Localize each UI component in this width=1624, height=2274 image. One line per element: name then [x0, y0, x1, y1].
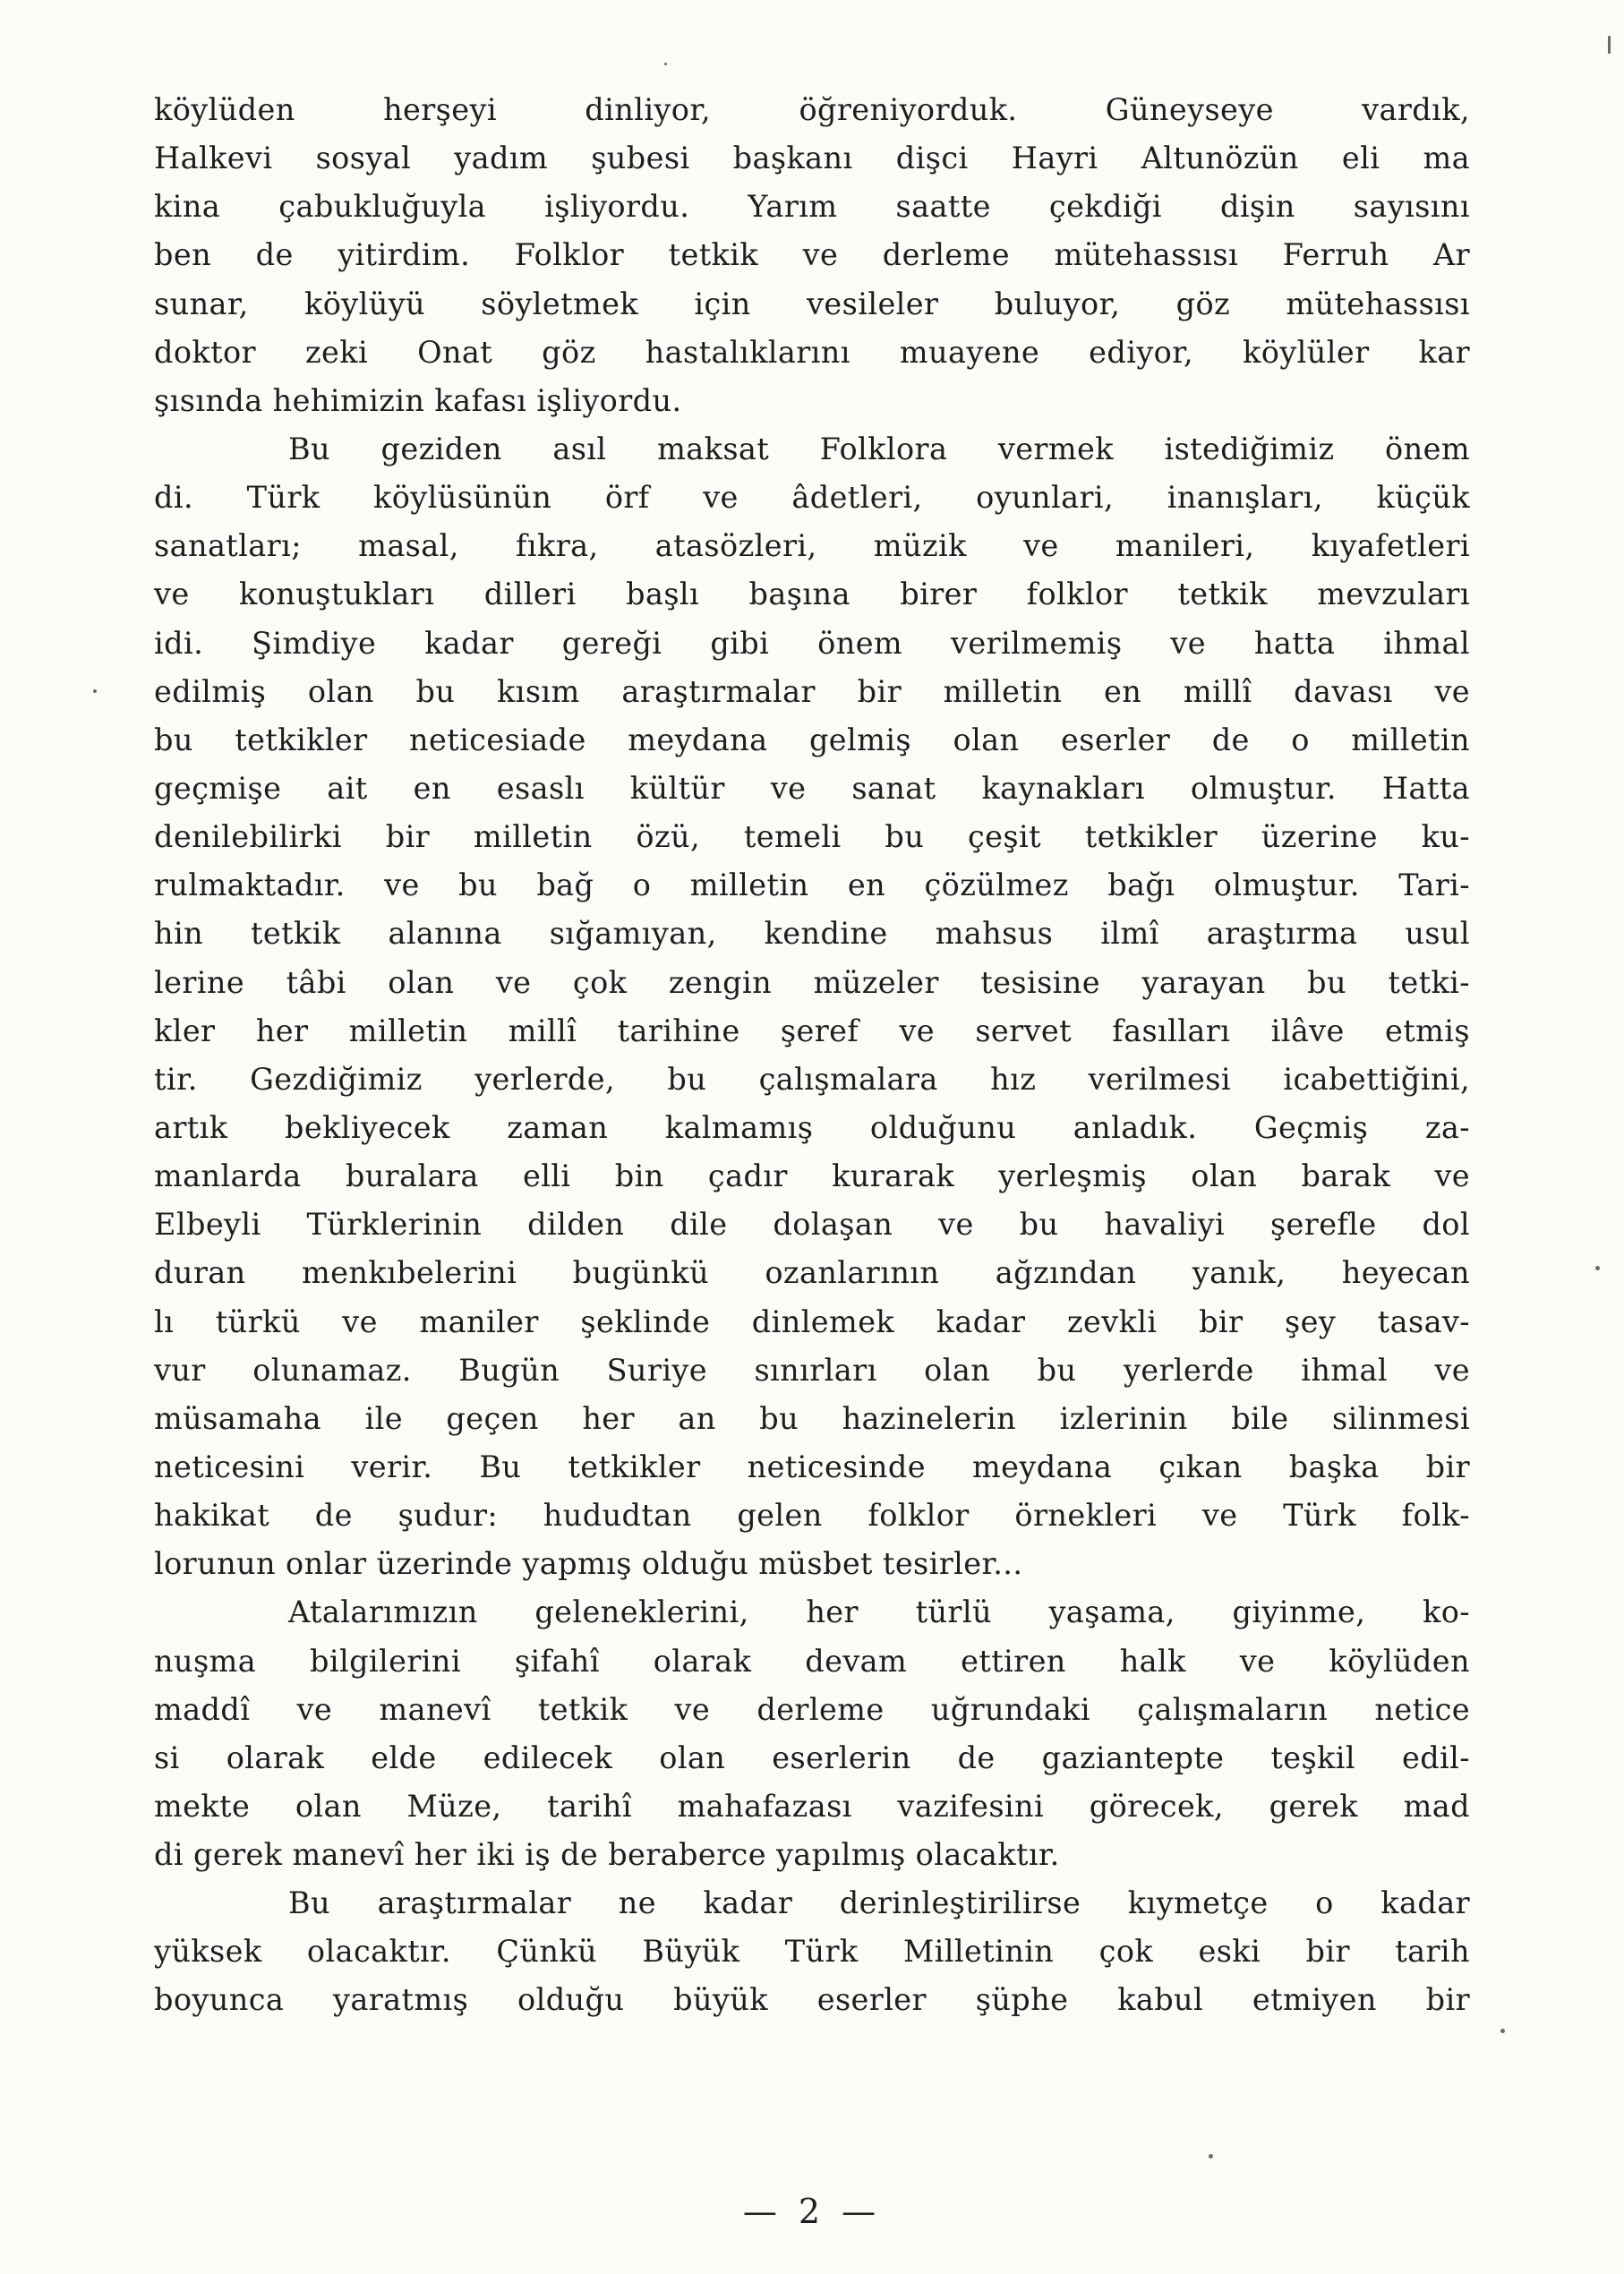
text-line: maddî ve manevî tetkik ve derleme uğrundaki çalışmaların netice — [154, 1691, 1470, 1727]
text-line: Atalarımızın geleneklerini, her türlü yaşama, giyinme, ko- — [288, 1594, 1470, 1630]
text-line: lerine tâbi olan ve çok zengin müzeler tesisine yarayan bu tetki- — [154, 964, 1470, 1000]
text-line: artık bekliyecek zaman kalmamış olduğunu anladık. Geçmiş za- — [154, 1109, 1470, 1145]
text-line: lorunun onlar üzerinde yapmış olduğu müsbet tesirler... — [154, 1546, 1023, 1582]
text-line: idi. Şimdiye kadar gereği gibi önem verilmemiş ve hatta ihmal — [154, 625, 1470, 661]
text-line: yüksek olacaktır. Çünkü Büyük Türk Milletinin çok eski bir tarih — [154, 1934, 1470, 1970]
text-line: kina çabukluğuyla işliyordu. Yarım saatte çekdiği dişin sayısını — [154, 189, 1470, 225]
body-text — [154, 86, 1470, 2025]
text-line: hakikat de şudur: hududtan gelen folklor örnekleri ve Türk folk- — [154, 1498, 1470, 1534]
paper-speck — [664, 63, 667, 65]
text-line: sunar, köylüyü söyletmek için vesileler buluyor, göz mütehassısı — [154, 286, 1470, 321]
text-line: mekte olan Müze, tarihî mahafazası vazifesini görecek, gerek mad — [154, 1788, 1470, 1824]
text-line: si olarak elde edilecek olan eserlerin de gaziantepte teşkil edil- — [154, 1740, 1470, 1775]
text-line: tir. Gezdiğimiz yerlerde, bu çalışmalara hız verilmesi icabettiğini, — [154, 1061, 1470, 1097]
text-line: ben de yitirdim. Folklor tetkik ve derleme mütehassısı Ferruh Ar — [154, 237, 1470, 273]
text-line: müsamaha ile geçen her an bu hazinelerin izlerinin bile silinmesi — [154, 1400, 1470, 1436]
text-line: vur olunamaz. Bugün Suriye sınırları olan bu yerlerde ihmal ve — [154, 1352, 1470, 1388]
text-line: Bu geziden asıl maksat Folklora vermek istediğimiz önem — [288, 431, 1470, 466]
text-line: köylüden herşeyi dinliyor, öğreniyorduk. Güneyseye vardık, — [154, 92, 1470, 127]
text-line: Elbeyli Türklerinin dilden dile dolaşan ve bu havaliyi şerefle dol — [154, 1207, 1470, 1243]
paper-speck — [93, 689, 97, 693]
paper-speck — [1209, 2154, 1213, 2159]
text-line: denilebilirki bir milletin özü, temeli bu çeşit tetkikler üzerine ku- — [154, 819, 1470, 855]
text-line: nuşma bilgilerini şifahî olarak devam ettiren halk ve köylüden — [154, 1643, 1470, 1679]
text-line: rulmaktadır. ve bu bağ o milletin en çözülmez bağı olmuştur. Tari- — [154, 868, 1470, 903]
text-line: edilmiş olan bu kısım araştırmalar bir milletin en millî davası ve — [154, 673, 1470, 709]
text-line: neticesini verir. Bu tetkikler neticesinde meydana çıkan başka bir — [154, 1449, 1470, 1484]
text-line: doktor zeki Onat göz hastalıklarını muayene ediyor, köylüler kar — [154, 334, 1470, 370]
text-line: lı türkü ve maniler şeklinde dinlemek kadar zevkli bir şey tasav- — [154, 1304, 1470, 1339]
text-line: bu tetkikler neticesiade meydana gelmiş olan eserler de o milletin — [154, 722, 1470, 757]
text-line: ve konuştukları dilleri başlı başına birer folklor tetkik mevzuları — [154, 577, 1470, 612]
page-number: — 2 — — [742, 2192, 882, 2231]
text-line: şısında hehimizin kafası işliyordu. — [154, 382, 682, 418]
text-line: kler her milletin millî tarihine şeref ve servet fasılları ilâve etmiş — [154, 1013, 1470, 1048]
text-line: di. Türk köylüsünün örf ve âdetleri, oyunlari, inanışları, küçük — [154, 480, 1470, 516]
text-line: manlarda buralara elli bin çadır kurarak yerleşmiş olan barak ve — [154, 1158, 1470, 1194]
text-line: geçmişe ait en esaslı kültür ve sanat kaynakları olmuştur. Hatta — [154, 770, 1470, 806]
text-line: duran menkıbelerini bugünkü ozanlarının ağzından yanık, heyecan — [154, 1255, 1470, 1291]
text-line: boyunca yaratmış olduğu büyük eserler şüphe kabul etmiyen bir — [154, 1982, 1470, 2018]
paper-speck — [1500, 2029, 1505, 2033]
text-line: di gerek manevî her iki iş de beraberce yapılmış olacaktır. — [154, 1837, 1060, 1873]
text-line: Bu araştırmalar ne kadar derinleştirilirse kıymetçe o kadar — [288, 1885, 1470, 1921]
text-line: hin tetkik alanına sığamıyan, kendine mahsus ilmî araştırma usul — [154, 916, 1470, 952]
text-line: Halkevi sosyal yadım şubesi başkanı dişci Hayri Altunözün eli ma — [154, 141, 1470, 176]
text-line: sanatları; masal, fıkra, atasözleri, müzik ve manileri, kıyafetleri — [154, 528, 1470, 564]
paper-speck — [1608, 36, 1611, 54]
paper-speck — [1595, 1266, 1600, 1270]
